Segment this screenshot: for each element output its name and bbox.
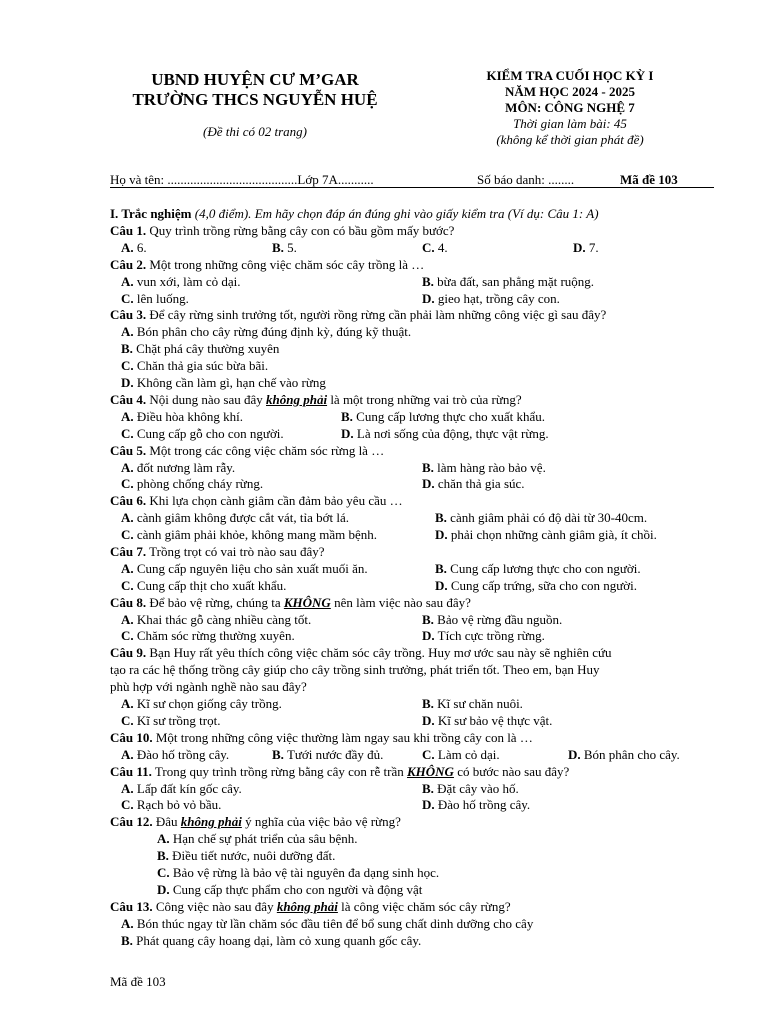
time-note: (không kể thời gian phát đề) — [496, 132, 644, 147]
question-9: Câu 9. Bạn Huy rất yêu thích công việc chăm sóc cây trồng. Huy mơ ước sau này sẽ nghiên cứu — [110, 645, 612, 661]
question-6-options-cd — [110, 527, 714, 544]
option-c: C. phòng chống cháy rừng. — [121, 476, 264, 492]
exam-header — [450, 68, 690, 148]
option-a: A. Khai thác gỗ càng nhiều càng tốt. — [121, 611, 312, 627]
question-2-options-ab — [110, 274, 714, 291]
option-a: A. Cung cấp nguyên liệu cho sản xuất muối ăn. — [121, 560, 368, 576]
question-4-options-ab — [110, 409, 714, 426]
option-c: C. Cung cấp gỗ cho con người. — [121, 425, 284, 441]
page-count-note: (Đề thi có 02 trang) — [203, 124, 307, 139]
option-b: B. bừa đất, san phẳng mặt ruộng. — [422, 273, 595, 289]
question-5-options-ab — [110, 460, 714, 477]
question-5: Câu 5. Một trong các công việc chăm sóc rừng là … — [110, 442, 385, 458]
question-11: Câu 11. Trong quy trình trồng rừng bằng cây con rễ trần KHÔNG có bước nào sau đây? — [110, 763, 570, 779]
option-d: D. chăn thả gia súc. — [422, 476, 525, 492]
question-10-options — [110, 747, 714, 764]
question-11-options-ab — [110, 781, 714, 798]
option-d: D. Kĩ sư bảo vệ thực vật. — [422, 712, 553, 728]
question-7-options-cd — [110, 578, 714, 595]
option-c: C. lên luống. — [121, 290, 189, 306]
name-class-field: Họ và tên: ........................................Lớp 7A........... — [110, 172, 374, 187]
student-identity-line — [110, 172, 712, 188]
option-c: C. Bảo vệ rừng là bảo vệ tài nguyên đa dạng sinh học. — [157, 865, 440, 881]
option-a: A. Bón thúc ngay từ lần chăm sóc đầu tiên để bổ sung chất dinh dưỡng cho cây — [121, 915, 534, 931]
option-c: C. 4. — [422, 239, 448, 255]
question-8-options-cd — [110, 628, 714, 645]
option-b: B. cành giâm phải có độ dài từ 30-40cm. — [435, 510, 648, 526]
option-b: B. Điều tiết nước, nuôi dưỡng đất. — [157, 848, 336, 864]
option-a: A. vun xới, làm cỏ dại. — [121, 273, 241, 289]
question-10: Câu 10. Một trong những công việc thường làm ngay sau khi trồng cây con là … — [110, 729, 533, 745]
question-11-options-cd — [110, 797, 714, 814]
option-d: D. Cung cấp thực phẩm cho con người và động vật — [157, 881, 423, 897]
question-5-options-cd — [110, 476, 714, 493]
option-c: C. cành giâm phải khỏe, không mang mầm bệnh. — [121, 527, 377, 543]
question-7: Câu 7. Trồng trọt có vai trò nào sau đây? — [110, 543, 325, 559]
question-9-line-2: tạo ra các hệ thống trồng cây giúp cho cây trồng sinh trưởng, phát triển tốt. Theo em, bạn Huy — [110, 662, 600, 678]
question-13: Câu 13. Công việc nào sau đây không phải là công việc chăm sóc cây rừng? — [110, 898, 511, 914]
section-heading: I. Trắc nghiệm (4,0 điểm). Em hãy chọn đáp án đúng ghi vào giấy kiểm tra (Ví dụ: Câu 1: A) — [110, 206, 599, 221]
option-c: C. Kĩ sư trồng trọt. — [121, 712, 221, 728]
question-2-options-cd — [110, 291, 714, 308]
question-8: Câu 8. Để bảo vệ rừng, chúng ta KHÔNG nên làm việc nào sau đây? — [110, 594, 471, 610]
question-9-options-cd — [110, 713, 714, 730]
option-a: A. đốt nương làm rẫy. — [121, 459, 236, 475]
option-c: C. Làm cỏ dại. — [422, 746, 500, 762]
time-limit: Thời gian làm bài: 45 — [513, 116, 627, 131]
option-c: C. Chăm sóc rừng thường xuyên. — [121, 628, 295, 644]
option-d: D. Không cần làm gì, hạn chế vào rừng — [121, 375, 326, 391]
question-1-options — [110, 240, 714, 257]
option-d: D. Đào hố trồng cây. — [422, 797, 531, 813]
page-footer-exam-code: Mã đề 103 — [110, 974, 166, 989]
question-6: Câu 6. Khi lựa chọn cành giâm cần đảm bảo yêu cầu … — [110, 493, 403, 509]
option-c: C. Rạch bỏ vỏ bầu. — [121, 797, 222, 813]
option-b: B. Tưới nước đầy đủ. — [272, 746, 384, 762]
option-b: B. Bảo vệ rừng đầu nguồn. — [422, 611, 563, 627]
option-a: A. cành giâm không được cắt vát, tỉa bớt lá. — [121, 510, 350, 526]
question-4: Câu 4. Nội dung nào sau đây không phải là một trong những vai trò của rừng? — [110, 391, 522, 407]
school-year: NĂM HỌC 2024 - 2025 — [505, 84, 635, 99]
question-7-options-ab — [110, 561, 714, 578]
exam-content — [110, 206, 714, 950]
header-divider — [110, 187, 714, 188]
option-b: B. Phát quang cây hoang dại, làm cỏ xung quanh gốc cây. — [121, 932, 422, 948]
question-12: Câu 12. Đâu không phải ý nghĩa của việc bảo vệ rừng? — [110, 814, 401, 830]
option-d: D. Là nơi sống của động, thực vật rừng. — [341, 425, 549, 441]
subject: MÔN: CÔNG NGHỆ 7 — [505, 100, 635, 115]
option-a: A. Kĩ sư chọn giống cây trồng. — [121, 696, 282, 712]
option-a: A. Đào hố trồng cây. — [121, 746, 230, 762]
question-6-options-ab — [110, 510, 714, 527]
school-name: TRƯỜNG THCS NGUYỄN HUỆ — [132, 90, 378, 109]
question-3: Câu 3. Để cây rừng sinh trưởng tốt, người rồng rừng cần phải làm những công việc gì sau đây? — [110, 307, 607, 323]
question-2: Câu 2. Một trong những công việc chăm sóc cây trồng là … — [110, 256, 425, 272]
option-c: C. Chăn thả gia súc bừa bãi. — [121, 358, 269, 374]
option-b: B. Đặt cây vào hố. — [422, 780, 519, 796]
option-d: D. gieo hạt, trồng cây con. — [422, 290, 560, 306]
question-9-options-ab — [110, 696, 714, 713]
question-8-options-ab — [110, 612, 714, 629]
option-c: C. Cung cấp thịt cho xuất khẩu. — [121, 577, 287, 593]
option-d: D. Bón phân cho cây. — [568, 746, 680, 762]
question-9-line-3: phù hợp với ngành nghề nào sau đây? — [110, 679, 307, 695]
option-d: D. phải chọn những cành giâm già, ít chồi. — [435, 527, 657, 543]
school-header — [110, 70, 400, 140]
option-b: B. Kĩ sư chăn nuôi. — [422, 696, 523, 712]
option-b: B. Cung cấp lương thực cho xuất khẩu. — [341, 408, 546, 424]
option-b: B. 5. — [272, 239, 297, 255]
option-a: A. Hạn chế sự phát triển của sâu bệnh. — [157, 831, 358, 847]
district-name: UBND HUYỆN CƯ M’GAR — [151, 70, 359, 89]
question-1: Câu 1. Quy trình trồng rừng bằng cây con có bầu gồm mấy bước? — [110, 222, 455, 238]
option-a: A. Lấp đất kín gốc cây. — [121, 780, 242, 796]
option-d: D. Cung cấp trứng, sữa cho con người. — [435, 577, 638, 593]
option-b: B. làm hàng rào bảo vệ. — [422, 459, 546, 475]
option-b: B. Chặt phá cây thường xuyên — [121, 341, 280, 357]
option-a: A. Điều hòa không khí. — [121, 408, 244, 424]
option-a: A. 6. — [121, 239, 147, 255]
candidate-number-field: Số báo danh: ........ — [477, 172, 575, 187]
exam-title: KIỂM TRA CUỐI HỌC KỲ I — [486, 68, 654, 83]
option-d: D. 7. — [573, 239, 599, 255]
option-a: A. Bón phân cho cây rừng đúng định kỳ, đúng kỹ thuật. — [121, 324, 412, 340]
exam-code: Mã đề 103 — [620, 172, 678, 187]
question-4-options-cd — [110, 426, 714, 443]
option-d: D. Tích cực trồng rừng. — [422, 628, 545, 644]
option-b: B. Cung cấp lương thực cho con người. — [435, 560, 641, 576]
